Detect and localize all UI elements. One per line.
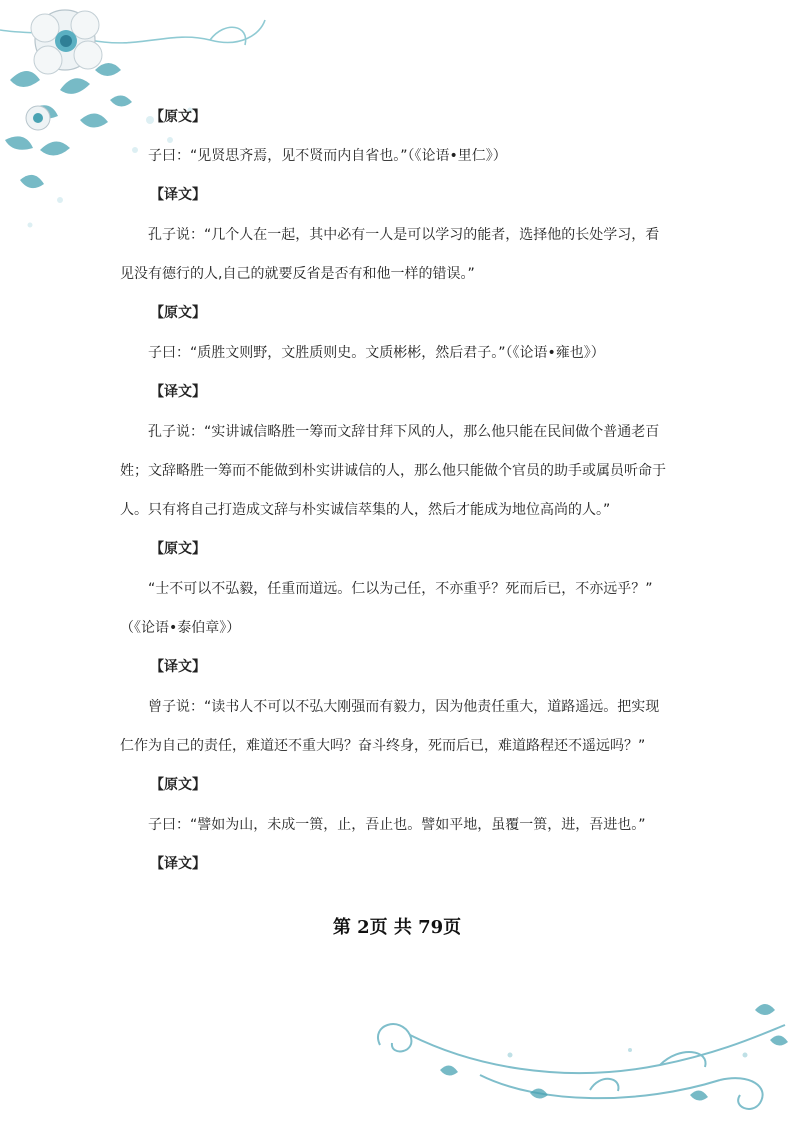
paragraph-text: 见没有德行的人,自己的就要反省是否有和他一样的错误。” (120, 266, 475, 282)
floral-vine-decoration-icon (0, 0, 300, 260)
page-number: 第 2页 共 79页 (332, 917, 462, 938)
original-text-heading: 【原文】 (150, 109, 206, 125)
original-text-heading: 【原文】 (150, 777, 206, 793)
translation-heading: 【译文】 (150, 187, 206, 203)
translation-heading: 【译文】 (150, 659, 206, 675)
original-text-heading: 【原文】 (150, 305, 206, 321)
paragraph-text: 曾子说：“读书人不可以不弘大刚强而有毅力，因为他责任重大，道路遥远。把实现 (148, 699, 660, 715)
paragraph-text: 仁作为自己的责任，难道还不重大吗？奋斗终身，死而后已，难道路程还不遥远吗？” (120, 738, 646, 754)
paragraph-text: 孔子说：“实讲诚信略胜一筹而文辞甘拜下风的人，那么他只能在民间做个普通老百 (148, 424, 660, 440)
swirl-vine-decoration-icon (360, 995, 794, 1123)
paragraph-text: 子曰：“质胜文则野，文胜质则史。文质彬彬，然后君子。”（《论语•雍也》） (148, 345, 605, 361)
paragraph-text: 姓；文辞略胜一筹而不能做到朴实讲诚信的人，那么他只能做个官员的助手或属员听命于 (120, 463, 666, 479)
translation-heading: 【译文】 (150, 384, 206, 400)
paragraph-text: 子曰：“譬如为山，未成一篑，止，吾止也。譬如平地，虽覆一篑，进，吾进也。” (148, 817, 646, 833)
paragraph-text: 人。只有将自己打造成文辞与朴实诚信萃集的人，然后才能成为地位高尚的人。” (120, 502, 611, 518)
paragraph-text: （《论语•泰伯章》） (120, 620, 241, 636)
translation-heading: 【译文】 (150, 856, 206, 872)
paragraph-text: 子曰：“见贤思齐焉，见不贤而内自省也。”（《论语•里仁》） (148, 148, 507, 164)
paragraph-text: 孔子说：“几个人在一起，其中必有一人是可以学习的能者，选择他的长处学习，看 (148, 227, 660, 243)
paragraph-text: “士不可以不弘毅，任重而道远。仁以为己任，不亦重乎？死而后已，不亦远乎？” (148, 581, 653, 597)
original-text-heading: 【原文】 (150, 541, 206, 557)
